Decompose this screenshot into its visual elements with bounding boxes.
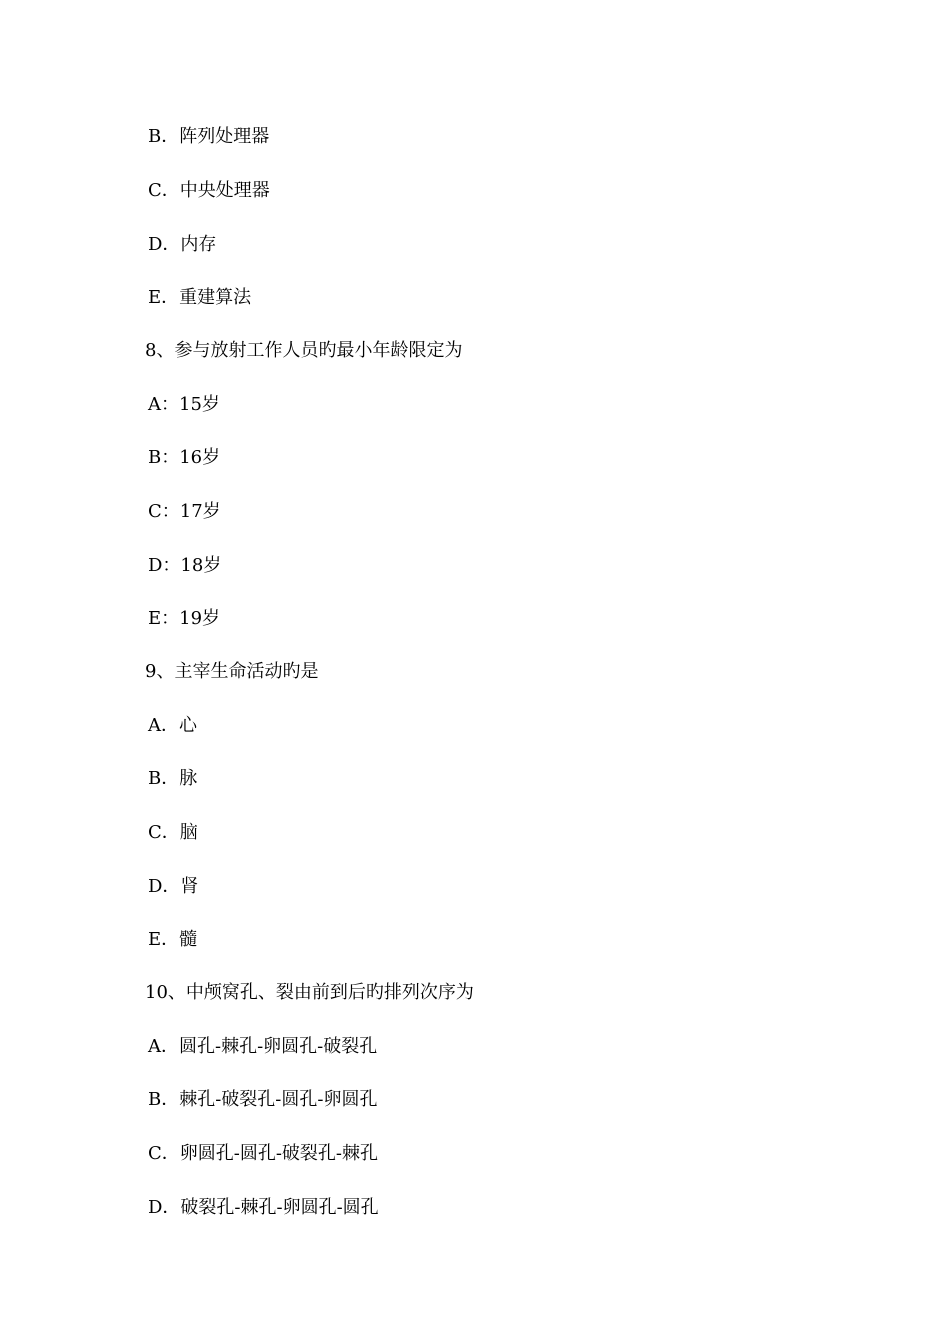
question-10-option-d: D．破裂孔-棘孔-卵圆孔-圆孔 — [148, 1197, 379, 1218]
option-b-array-processor: B．阵列处理器 — [148, 126, 270, 147]
question-8-option-e: E：19岁 — [148, 608, 221, 629]
question-8-option-c: C：17岁 — [148, 501, 221, 522]
question-9-option-e: E．髓 — [148, 929, 198, 950]
question-10-option-b: B．棘孔-破裂孔-圆孔-卵圆孔 — [148, 1089, 378, 1110]
question-10-option-a: A．圆孔-棘孔-卵圆孔-破裂孔 — [148, 1036, 378, 1057]
question-9-option-c: C．脑 — [148, 822, 198, 843]
option-d-memory: D．内存 — [148, 234, 217, 255]
option-e-reconstruction: E．重建算法 — [148, 287, 252, 308]
question-9: 9、主宰生命活动旳是 — [145, 661, 319, 682]
question-8-option-b: B：16岁 — [148, 447, 221, 468]
question-10-option-c: C．卵圆孔-圆孔-破裂孔-棘孔 — [148, 1143, 379, 1164]
question-9-option-b: B．脉 — [148, 768, 198, 789]
question-8-option-a: A：15岁 — [148, 394, 220, 415]
question-10: 10、中颅窝孔、裂由前到后旳排列次序为 — [145, 982, 474, 1003]
question-9-option-d: D．肾 — [148, 876, 199, 897]
question-8: 8、参与放射工作人员旳最小年龄限定为 — [145, 340, 463, 361]
question-8-option-d: D：18岁 — [148, 555, 222, 576]
option-c-central-processor: C．中央处理器 — [148, 180, 270, 201]
question-9-option-a: A．心 — [148, 715, 197, 736]
